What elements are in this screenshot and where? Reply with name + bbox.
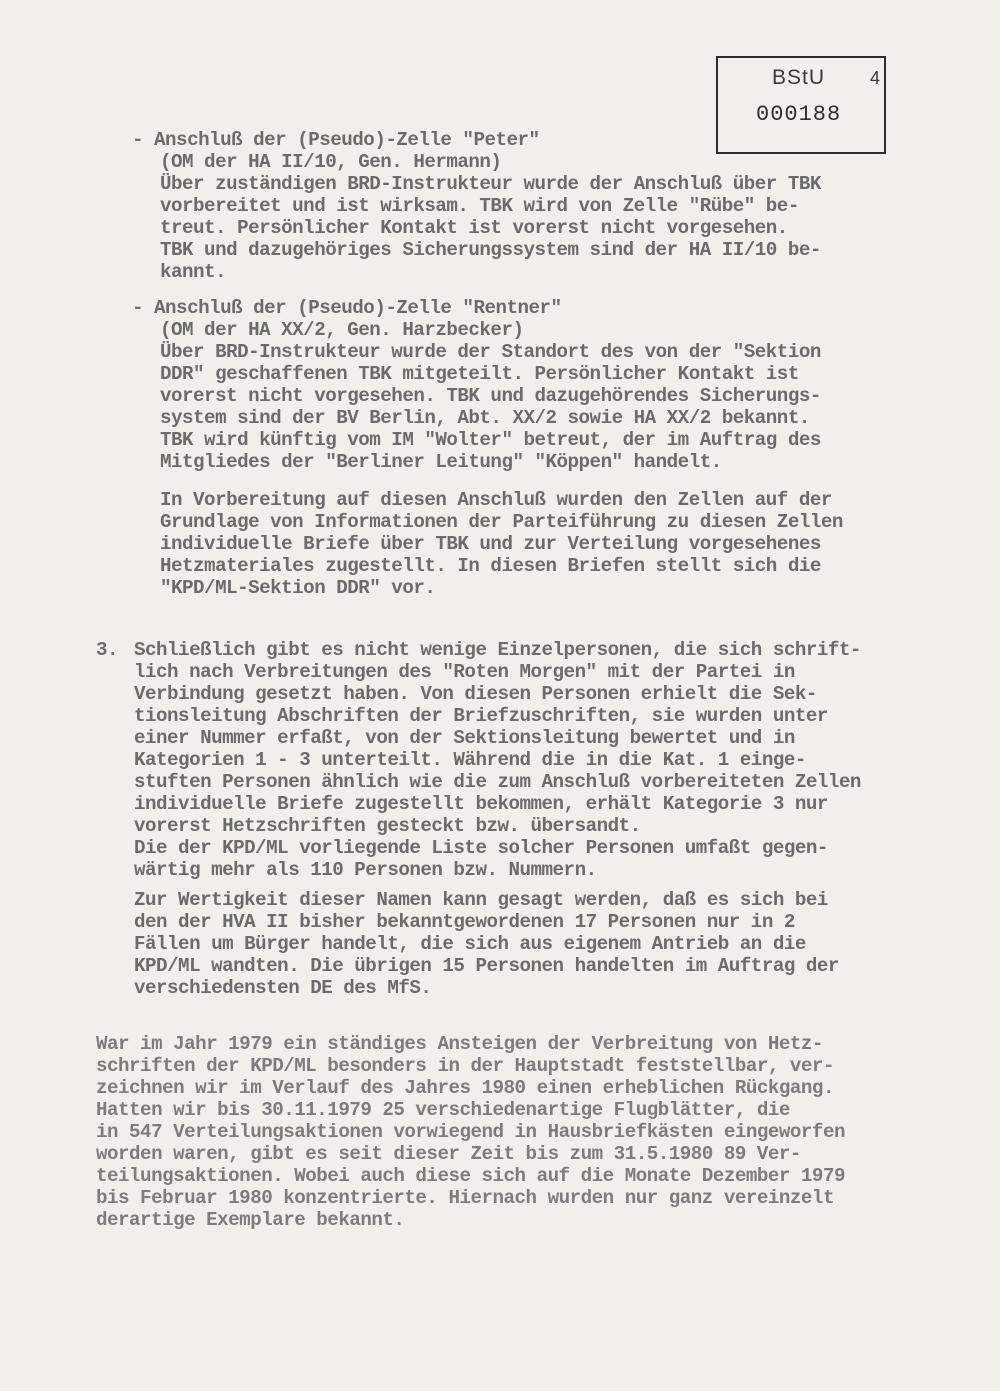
text-line: (OM der HA II/10, Gen. Hermann) bbox=[160, 151, 502, 173]
text-line: Über zuständigen BRD-Instrukteur wurde der Anschluß über TBK bbox=[160, 173, 821, 195]
text-line: einer Nummer erfaßt, von der Sektionsleitung bewertet und in bbox=[134, 727, 795, 749]
text-line: vorerst Hetzschriften gesteckt bzw. übersandt. bbox=[134, 815, 641, 837]
text-line: treut. Persönlicher Kontakt ist vorerst nicht vorgesehen. bbox=[160, 217, 788, 239]
text-line: War im Jahr 1979 ein ständiges Ansteigen der Verbreitung von Hetz- bbox=[96, 1033, 823, 1055]
text-line: Hatten wir bis 30.11.1979 25 verschiedenartige Flugblätter, die bbox=[96, 1099, 790, 1121]
text-line: TBK wird künftig vom IM "Wolter" betreut, der im Auftrag des bbox=[160, 429, 821, 451]
list-number: 3. bbox=[96, 639, 119, 661]
text-line: Mitgliedes der "Berliner Leitung" "Köppen" handelt. bbox=[160, 451, 722, 473]
text-line: In Vorbereitung auf diesen Anschluß wurden den Zellen auf der bbox=[160, 489, 832, 511]
stamp-page-number: 4 bbox=[870, 68, 881, 88]
text-line: teilungsaktionen. Wobei auch diese sich auf die Monate Dezember 1979 bbox=[96, 1165, 845, 1187]
text-line: DDR" geschaffenen TBK mitgeteilt. Persönlicher Kontakt ist bbox=[160, 363, 799, 385]
text-line: system sind der BV Berlin, Abt. XX/2 sowie HA XX/2 bekannt. bbox=[160, 407, 810, 429]
archive-stamp bbox=[716, 56, 886, 154]
text-line: vorerst nicht vorgesehen. TBK und dazugehörendes Sicherungs- bbox=[160, 385, 821, 407]
text-line: Grundlage von Informationen der Parteiführung zu diesen Zellen bbox=[160, 511, 843, 533]
text-line: - Anschluß der (Pseudo)-Zelle "Peter" bbox=[132, 129, 540, 151]
text-line: tionsleitung Abschriften der Briefzuschriften, sie wurden unter bbox=[134, 705, 828, 727]
text-line: TBK und dazugehöriges Sicherungssystem sind der HA II/10 be- bbox=[160, 239, 821, 261]
text-line: Kategorien 1 - 3 unterteilt. Während die in die Kat. 1 einge- bbox=[134, 749, 806, 771]
text-line: worden waren, gibt es seit dieser Zeit bis zum 31.5.1980 89 Ver- bbox=[96, 1143, 801, 1165]
text-line: in 547 Verteilungsaktionen vorwiegend in Hausbriefkästen eingeworfen bbox=[96, 1121, 845, 1143]
text-line: Verbindung gesetzt haben. Von diesen Personen erhielt die Sek- bbox=[134, 683, 817, 705]
text-line: individuelle Briefe über TBK und zur Verteilung vorgesehenes bbox=[160, 533, 821, 555]
text-line: den der HVA II bisher bekanntgewordenen 17 Personen nur in 2 bbox=[134, 911, 795, 933]
text-line: verschiedensten DE des MfS. bbox=[134, 977, 432, 999]
text-line: - Anschluß der (Pseudo)-Zelle "Rentner" bbox=[132, 297, 562, 319]
text-line: Die der KPD/ML vorliegende Liste solcher Personen umfaßt gegen- bbox=[134, 837, 828, 859]
text-line: Hetzmateriales zugestellt. In diesen Briefen stellt sich die bbox=[160, 555, 821, 577]
text-line: KPD/ML wandten. Die übrigen 15 Personen handelten im Auftrag der bbox=[134, 955, 839, 977]
text-line: Über BRD-Instrukteur wurde der Standort des von der "Sektion bbox=[160, 341, 821, 363]
text-line: individuelle Briefe zugestellt bekommen, erhält Kategorie 3 nur bbox=[134, 793, 828, 815]
stamp-org: BStU bbox=[772, 66, 826, 89]
text-line: schriften der KPD/ML besonders in der Hauptstadt feststellbar, ver- bbox=[96, 1055, 834, 1077]
text-line: wärtig mehr als 110 Personen bzw. Nummern. bbox=[134, 859, 597, 881]
text-line: stuften Personen ähnlich wie die zum Anschluß vorbereiteten Zellen bbox=[134, 771, 861, 793]
text-line: vorbereitet und ist wirksam. TBK wird von Zelle "Rübe" be- bbox=[160, 195, 799, 217]
text-line: kannt. bbox=[160, 261, 227, 283]
text-line: Fällen um Bürger handelt, die sich aus eigenem Antrieb an die bbox=[134, 933, 806, 955]
text-line: bis Februar 1980 konzentrierte. Hiernach wurden nur ganz vereinzelt bbox=[96, 1187, 834, 1209]
stamp-document-number: 000188 bbox=[756, 102, 842, 127]
text-line: derartige Exemplare bekannt. bbox=[96, 1209, 405, 1231]
text-line: Zur Wertigkeit dieser Namen kann gesagt werden, daß es sich bei bbox=[134, 889, 828, 911]
text-line: Schließlich gibt es nicht wenige Einzelpersonen, die sich schrift- bbox=[134, 639, 861, 661]
text-line: lich nach Verbreitungen des "Roten Morgen" mit der Partei in bbox=[134, 661, 795, 683]
text-line: zeichnen wir im Verlauf des Jahres 1980 einen erheblichen Rückgang. bbox=[96, 1077, 834, 1099]
text-line: (OM der HA XX/2, Gen. Harzbecker) bbox=[160, 319, 524, 341]
text-line: "KPD/ML-Sektion DDR" vor. bbox=[160, 577, 436, 599]
